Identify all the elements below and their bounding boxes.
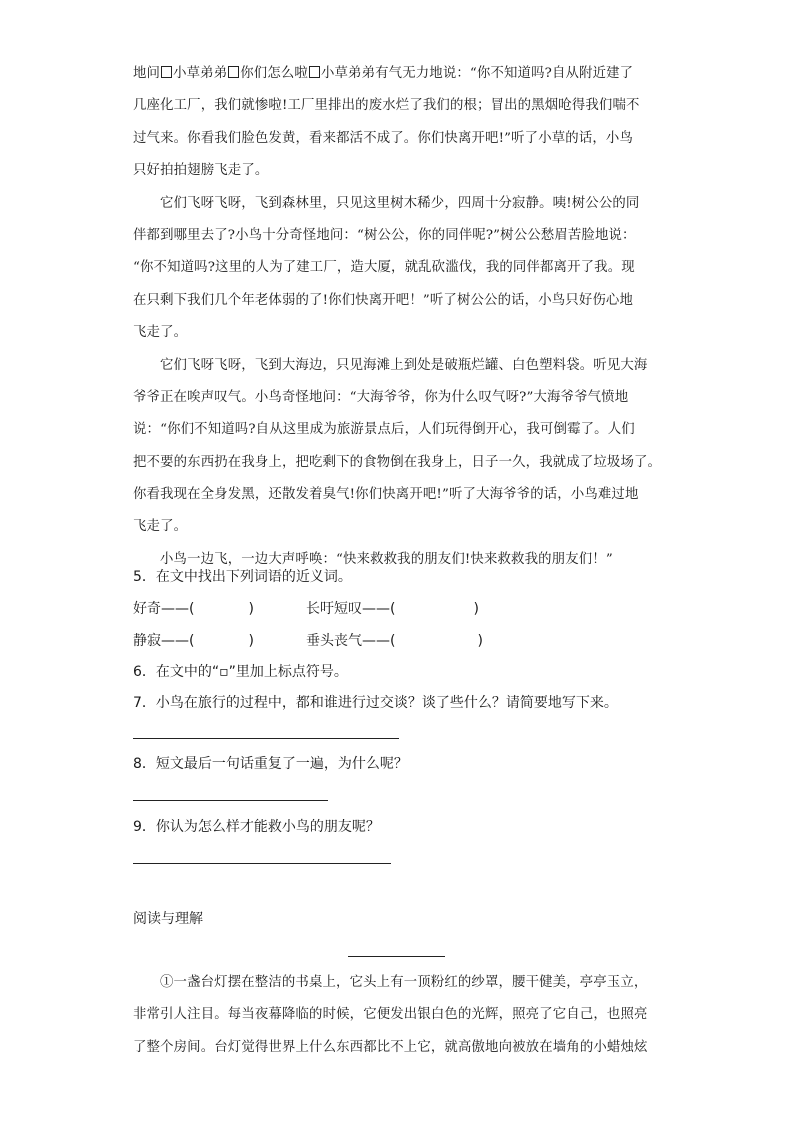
answer-line-8[interactable]: [133, 800, 328, 801]
passage-text: 小草弟弟: [173, 66, 228, 81]
passage-line: [133, 414, 663, 446]
close-paren: ): [477, 633, 483, 649]
passage-text: 它们飞呀飞呀，飞到森林里，只见这里树木稀少，四周十分寂静。咦!树公公的同: [160, 195, 640, 211]
passage-line: [133, 511, 663, 543]
passage-text: 你们怎么啦: [240, 66, 308, 81]
answer-line-9[interactable]: [133, 863, 391, 864]
punctuation-blank-box[interactable]: [228, 66, 239, 78]
passage-text: 你看我现在全身发黑，还散发着臭气!你们快离开吧!”听了大海爷爷的话，小鸟难过地: [133, 487, 639, 503]
passage-text: 在只剩下我们几个年老体弱的了!你们快离开吧！”听了树公公的话，小鸟只好伤心地: [133, 292, 633, 308]
question-5: 5．在文中找出下列词语的近义词。: [133, 569, 352, 585]
passage-line: [133, 350, 663, 382]
synonym-word: 垂头丧气——(: [306, 633, 396, 649]
passage-line: [133, 123, 663, 155]
second-passage: [133, 967, 663, 1064]
synonym-item-chuitou: [306, 630, 483, 650]
passage-line: [133, 188, 663, 220]
synonym-item-changxu: [306, 598, 479, 618]
question-6: 6．在文中的“▫”里加上标点符号。: [133, 664, 348, 680]
synonym-word: 静寂——(: [133, 633, 195, 649]
passage-text: 爷爷正在唉声叹气。小鸟奇怪地问：“大海爷爷，你为什么叹气呀?”大海爷爷气愤地: [133, 389, 629, 405]
title-blank-line[interactable]: [348, 956, 445, 957]
passage-line: [133, 155, 663, 187]
passage-text: 地问: [133, 66, 161, 81]
passage-text: 飞走了。: [133, 519, 188, 535]
passage-line: [133, 58, 663, 90]
passage-text: 小草弟弟有气无力地说：“你不知道吗?自从附近建了: [320, 66, 634, 81]
close-paren: ): [248, 601, 254, 617]
synonym-item-haoqi: [133, 598, 254, 618]
passage-line: [133, 479, 663, 511]
passage-text: 说：“你们不知道吗?自从这里成为旅游景点后，人们玩得倒开心，我可倒霉了。人们: [133, 422, 635, 438]
answer-line-7[interactable]: [133, 738, 399, 739]
question-9: 9．你认为怎么样才能救小鸟的朋友呢？: [133, 819, 380, 835]
passage-line: [133, 317, 663, 349]
passage-text: 几座化工厂，我们就惨啦!工厂里排出的废水烂了我们的根；冒出的黑烟呛得我们喘不: [133, 98, 640, 114]
passage-text: 只好拍拍翅膀飞走了。: [133, 163, 269, 179]
passage-line: [133, 220, 663, 252]
passage-text: 它们飞呀飞呀，飞到大海边，只见海滩上到处是破瓶烂罐、白色塑料袋。听见大海: [160, 357, 648, 373]
story-passage: [133, 58, 663, 576]
close-paren: ): [248, 633, 254, 649]
section-title: 阅读与理解: [133, 911, 203, 927]
passage-text: 过气来。你看我们脸色发黄，看来都活不成了。你们快离开吧!”听了小草的话，小鸟: [133, 130, 633, 146]
synonym-word: 好奇——(: [133, 601, 195, 617]
punctuation-blank-box[interactable]: [309, 66, 320, 78]
passage-text: 小鸟一边飞，一边大声呼唤：“快来救救我的朋友们!快来救救我的朋友们！”: [160, 551, 613, 567]
synonym-item-jingji: [133, 630, 254, 650]
passage-line: [133, 90, 663, 122]
passage-line: 了整个房间。台灯觉得世界上什么东西都比不上它，就高傲地向被放在墙角的小蜡烛炫: [133, 1039, 648, 1055]
passage-line: [133, 285, 663, 317]
passage-text: “你不知道吗?这里的人为了建工厂，造大厦，就乱砍滥伐，我的同伴都离开了我。现: [133, 260, 635, 276]
question-7: 7．小鸟在旅行的过程中，都和谁进行过交谈？谈了些什么？请简要地写下来。: [133, 695, 618, 711]
passage-text: 把不要的东西扔在我身上，把吃剩下的食物倒在我身上，日子一久，我就成了垃圾场了。: [133, 454, 662, 470]
passage-line: [133, 252, 663, 284]
passage-text: 飞走了。: [133, 325, 188, 341]
passage-line: [133, 382, 663, 414]
synonym-word: 长吁短叹——(: [306, 601, 396, 617]
passage-line: ①一盏台灯摆在整洁的书桌上，它头上有一顶粉红的纱罩，腰干健美，亭亭玉立，: [160, 975, 648, 990]
passage-line: 非常引人注目。每当夜幕降临的时候，它便发出银白色的光辉，照亮了它自己，也照亮: [133, 1007, 648, 1023]
close-paren: ): [473, 601, 479, 617]
passage-text: 伴都到哪里去了?小鸟十分奇怪地问：“树公公，你的同伴呢?”树公公愁眉苦脸地说：: [133, 227, 636, 243]
question-8: 8．短文最后一句话重复了一遍，为什么呢？: [133, 756, 408, 772]
punctuation-blank-box[interactable]: [161, 66, 172, 78]
passage-line: [133, 447, 663, 479]
